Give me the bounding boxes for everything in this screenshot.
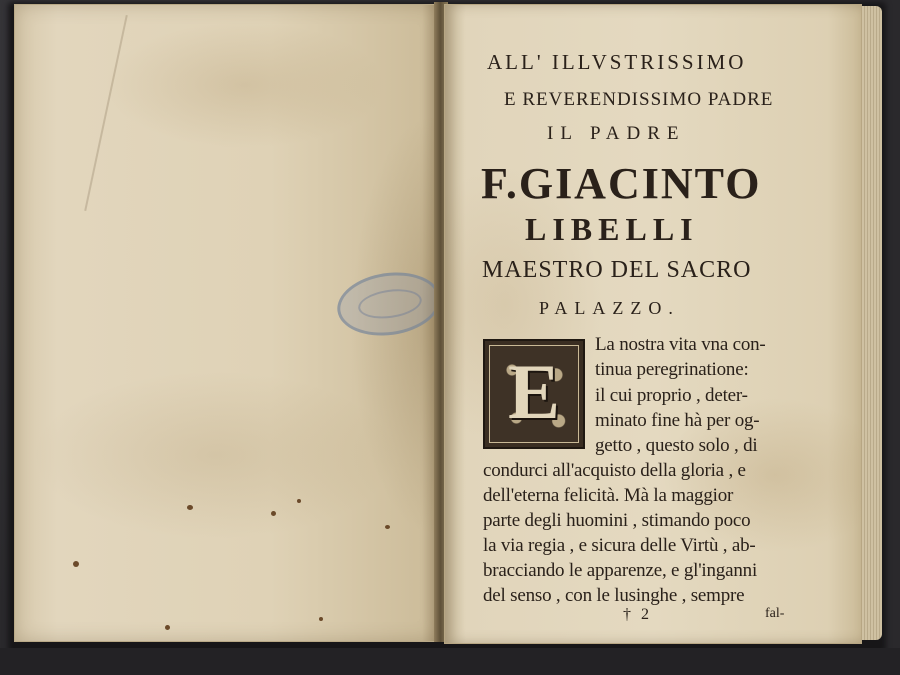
foxing-spot (385, 525, 390, 529)
dedication-heading-line-3: IL PADRE (547, 123, 686, 144)
library-stamp (333, 266, 445, 342)
initial-letter: E (507, 348, 561, 435)
catchword: fal- (765, 606, 785, 621)
decorated-initial (483, 339, 585, 449)
library-stamp-inner (356, 286, 423, 323)
body-text-line: parte degli huomini , stimando poco (483, 510, 751, 531)
body-text-line: La nostra vita vna con- (595, 334, 766, 355)
dedicatee-name: F.GIACINTO (481, 159, 762, 208)
body-text-line: tinua peregrinatione: (595, 359, 749, 380)
dedicatee-office: MAESTRO DEL SACRO (482, 257, 752, 283)
foxing-spot (319, 617, 323, 621)
dedicatee-office-end: PALAZZO. (539, 298, 680, 318)
foxing-spot (271, 511, 276, 516)
body-text-line: la via regia , e sicura delle Virtù , ab- (483, 535, 756, 556)
dedicatee-surname: LIBELLI (525, 211, 699, 247)
body-text-line: dell'eterna felicità. Mà la maggior (483, 485, 734, 506)
background-bottom (0, 648, 900, 675)
right-page-dedication (444, 4, 862, 644)
page-crease (84, 15, 128, 211)
signature-mark: † 2 (623, 606, 652, 623)
body-text-line: minato fine hà per og- (595, 410, 760, 431)
dedication-heading-line-1: ALL' ILLVSTRISSIMO (487, 50, 747, 74)
body-text-line: getto , questo solo , di (595, 435, 758, 456)
body-text-line: condurci all'acquisto della gloria , e (483, 460, 746, 481)
body-text-line: il cui proprio , deter- (595, 385, 748, 406)
dedication-heading-line-2: E REVERENDISSIMO PADRE (504, 89, 774, 110)
foxing-spot (165, 625, 170, 630)
left-page-blank (14, 4, 440, 642)
foxing-spot (73, 561, 79, 567)
foxing-spot (187, 505, 193, 510)
body-text-line: del senso , con le lusinghe , sempre (483, 585, 745, 606)
foxing-spot (297, 499, 301, 503)
body-text-line: bracciando le apparenze, e gl'inganni (483, 560, 758, 581)
